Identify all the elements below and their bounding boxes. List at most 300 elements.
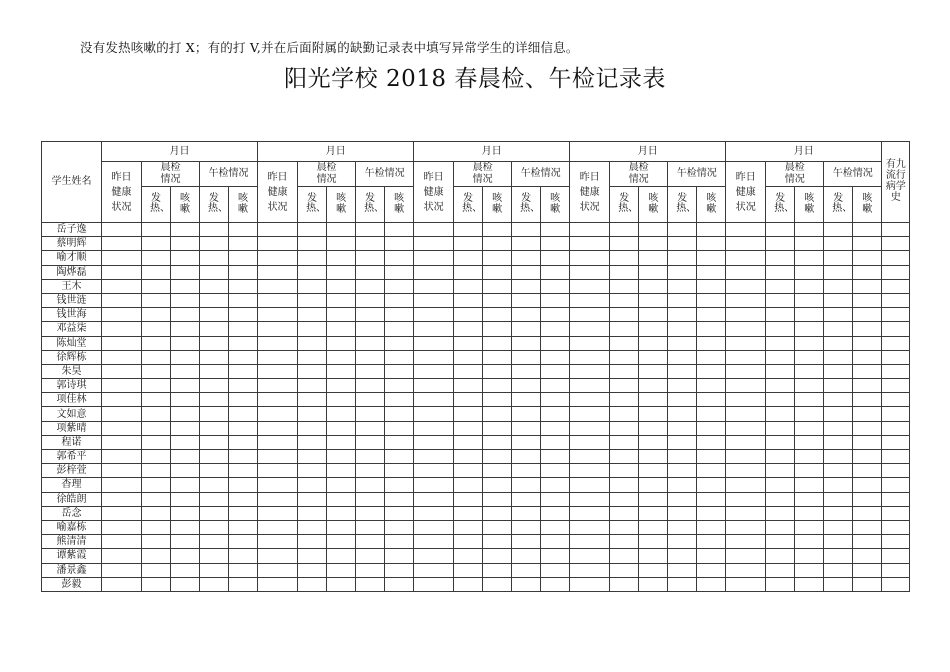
record-cell[interactable] <box>229 549 258 563</box>
record-cell[interactable] <box>200 336 229 350</box>
record-cell[interactable] <box>142 421 171 435</box>
record-cell[interactable] <box>102 237 142 251</box>
record-cell[interactable] <box>570 251 610 265</box>
record-cell[interactable] <box>668 393 697 407</box>
record-cell[interactable] <box>414 492 454 506</box>
record-cell[interactable] <box>356 478 385 492</box>
record-cell[interactable] <box>795 350 824 364</box>
record-cell[interactable] <box>414 478 454 492</box>
record-cell[interactable] <box>824 336 853 350</box>
record-cell[interactable] <box>200 520 229 534</box>
record-cell[interactable] <box>853 265 882 279</box>
record-cell[interactable] <box>258 577 298 591</box>
record-cell[interactable] <box>795 223 824 237</box>
record-cell[interactable] <box>610 379 639 393</box>
record-cell[interactable] <box>512 464 541 478</box>
record-cell[interactable] <box>639 506 668 520</box>
record-cell[interactable] <box>327 393 356 407</box>
record-cell[interactable] <box>171 563 200 577</box>
record-cell[interactable] <box>824 421 853 435</box>
record-cell[interactable] <box>102 293 142 307</box>
record-cell[interactable] <box>610 407 639 421</box>
record-cell[interactable] <box>298 450 327 464</box>
record-cell[interactable] <box>512 379 541 393</box>
record-cell[interactable] <box>668 435 697 449</box>
record-cell[interactable] <box>726 350 766 364</box>
record-cell[interactable] <box>541 506 570 520</box>
record-cell[interactable] <box>414 293 454 307</box>
record-cell[interactable] <box>171 450 200 464</box>
record-cell[interactable] <box>824 435 853 449</box>
record-cell[interactable] <box>142 563 171 577</box>
record-cell[interactable] <box>171 336 200 350</box>
record-cell[interactable] <box>200 251 229 265</box>
record-cell[interactable] <box>766 435 795 449</box>
record-cell[interactable] <box>570 535 610 549</box>
record-cell[interactable] <box>639 251 668 265</box>
record-cell[interactable] <box>610 350 639 364</box>
record-cell[interactable] <box>414 279 454 293</box>
record-cell[interactable] <box>414 549 454 563</box>
record-cell[interactable] <box>766 336 795 350</box>
record-cell[interactable] <box>610 506 639 520</box>
record-cell[interactable] <box>766 478 795 492</box>
record-cell[interactable] <box>541 308 570 322</box>
record-cell[interactable] <box>483 364 512 378</box>
record-cell[interactable] <box>668 364 697 378</box>
record-cell[interactable] <box>853 308 882 322</box>
record-cell[interactable] <box>142 237 171 251</box>
record-cell[interactable] <box>882 308 910 322</box>
record-cell[interactable] <box>766 535 795 549</box>
record-cell[interactable] <box>882 492 910 506</box>
record-cell[interactable] <box>414 407 454 421</box>
record-cell[interactable] <box>171 237 200 251</box>
record-cell[interactable] <box>258 450 298 464</box>
record-cell[interactable] <box>356 336 385 350</box>
record-cell[interactable] <box>541 265 570 279</box>
record-cell[interactable] <box>356 549 385 563</box>
record-cell[interactable] <box>882 506 910 520</box>
record-cell[interactable] <box>766 407 795 421</box>
record-cell[interactable] <box>258 350 298 364</box>
record-cell[interactable] <box>356 506 385 520</box>
record-cell[interactable] <box>882 336 910 350</box>
record-cell[interactable] <box>229 478 258 492</box>
record-cell[interactable] <box>258 308 298 322</box>
record-cell[interactable] <box>200 322 229 336</box>
record-cell[interactable] <box>697 393 726 407</box>
record-cell[interactable] <box>200 223 229 237</box>
record-cell[interactable] <box>200 393 229 407</box>
record-cell[interactable] <box>200 563 229 577</box>
record-cell[interactable] <box>454 265 483 279</box>
record-cell[interactable] <box>454 563 483 577</box>
record-cell[interactable] <box>385 520 414 534</box>
record-cell[interactable] <box>697 450 726 464</box>
record-cell[interactable] <box>570 308 610 322</box>
record-cell[interactable] <box>697 407 726 421</box>
record-cell[interactable] <box>327 492 356 506</box>
record-cell[interactable] <box>483 478 512 492</box>
record-cell[interactable] <box>356 563 385 577</box>
record-cell[interactable] <box>229 506 258 520</box>
record-cell[interactable] <box>766 279 795 293</box>
record-cell[interactable] <box>327 223 356 237</box>
record-cell[interactable] <box>795 336 824 350</box>
record-cell[interactable] <box>483 265 512 279</box>
record-cell[interactable] <box>385 293 414 307</box>
record-cell[interactable] <box>258 520 298 534</box>
record-cell[interactable] <box>258 336 298 350</box>
record-cell[interactable] <box>356 379 385 393</box>
record-cell[interactable] <box>356 450 385 464</box>
record-cell[interactable] <box>795 322 824 336</box>
record-cell[interactable] <box>512 549 541 563</box>
record-cell[interactable] <box>229 364 258 378</box>
record-cell[interactable] <box>570 350 610 364</box>
record-cell[interactable] <box>541 450 570 464</box>
record-cell[interactable] <box>639 435 668 449</box>
record-cell[interactable] <box>298 393 327 407</box>
record-cell[interactable] <box>102 336 142 350</box>
record-cell[interactable] <box>356 577 385 591</box>
record-cell[interactable] <box>795 293 824 307</box>
record-cell[interactable] <box>570 265 610 279</box>
record-cell[interactable] <box>726 435 766 449</box>
record-cell[interactable] <box>824 308 853 322</box>
record-cell[interactable] <box>102 322 142 336</box>
record-cell[interactable] <box>795 265 824 279</box>
record-cell[interactable] <box>483 308 512 322</box>
record-cell[interactable] <box>385 549 414 563</box>
record-cell[interactable] <box>298 492 327 506</box>
record-cell[interactable] <box>766 265 795 279</box>
record-cell[interactable] <box>726 407 766 421</box>
record-cell[interactable] <box>570 577 610 591</box>
record-cell[interactable] <box>639 450 668 464</box>
record-cell[interactable] <box>171 506 200 520</box>
record-cell[interactable] <box>102 379 142 393</box>
record-cell[interactable] <box>385 421 414 435</box>
record-cell[interactable] <box>258 265 298 279</box>
record-cell[interactable] <box>298 421 327 435</box>
record-cell[interactable] <box>142 492 171 506</box>
record-cell[interactable] <box>327 407 356 421</box>
record-cell[interactable] <box>327 464 356 478</box>
record-cell[interactable] <box>171 407 200 421</box>
record-cell[interactable] <box>697 478 726 492</box>
record-cell[interactable] <box>570 421 610 435</box>
record-cell[interactable] <box>258 478 298 492</box>
record-cell[interactable] <box>483 393 512 407</box>
record-cell[interactable] <box>795 421 824 435</box>
record-cell[interactable] <box>766 520 795 534</box>
record-cell[interactable] <box>512 237 541 251</box>
record-cell[interactable] <box>483 279 512 293</box>
record-cell[interactable] <box>882 223 910 237</box>
record-cell[interactable] <box>327 251 356 265</box>
record-cell[interactable] <box>200 293 229 307</box>
record-cell[interactable] <box>541 478 570 492</box>
record-cell[interactable] <box>200 549 229 563</box>
record-cell[interactable] <box>171 223 200 237</box>
record-cell[interactable] <box>824 279 853 293</box>
record-cell[interactable] <box>668 577 697 591</box>
record-cell[interactable] <box>610 450 639 464</box>
record-cell[interactable] <box>541 407 570 421</box>
record-cell[interactable] <box>327 336 356 350</box>
record-cell[interactable] <box>639 293 668 307</box>
record-cell[interactable] <box>298 549 327 563</box>
record-cell[interactable] <box>102 265 142 279</box>
record-cell[interactable] <box>882 322 910 336</box>
record-cell[interactable] <box>483 450 512 464</box>
record-cell[interactable] <box>229 223 258 237</box>
record-cell[interactable] <box>853 393 882 407</box>
record-cell[interactable] <box>142 350 171 364</box>
record-cell[interactable] <box>483 549 512 563</box>
record-cell[interactable] <box>327 421 356 435</box>
record-cell[interactable] <box>766 322 795 336</box>
record-cell[interactable] <box>102 563 142 577</box>
record-cell[interactable] <box>200 435 229 449</box>
record-cell[interactable] <box>171 577 200 591</box>
record-cell[interactable] <box>327 506 356 520</box>
record-cell[interactable] <box>853 549 882 563</box>
record-cell[interactable] <box>824 379 853 393</box>
record-cell[interactable] <box>171 435 200 449</box>
record-cell[interactable] <box>697 265 726 279</box>
record-cell[interactable] <box>200 308 229 322</box>
record-cell[interactable] <box>795 520 824 534</box>
record-cell[interactable] <box>668 506 697 520</box>
record-cell[interactable] <box>356 322 385 336</box>
record-cell[interactable] <box>102 450 142 464</box>
record-cell[interactable] <box>327 563 356 577</box>
record-cell[interactable] <box>541 364 570 378</box>
record-cell[interactable] <box>853 379 882 393</box>
record-cell[interactable] <box>229 251 258 265</box>
record-cell[interactable] <box>200 478 229 492</box>
record-cell[interactable] <box>298 478 327 492</box>
record-cell[interactable] <box>610 435 639 449</box>
record-cell[interactable] <box>200 464 229 478</box>
record-cell[interactable] <box>697 492 726 506</box>
record-cell[interactable] <box>512 421 541 435</box>
record-cell[interactable] <box>610 364 639 378</box>
record-cell[interactable] <box>795 464 824 478</box>
record-cell[interactable] <box>385 308 414 322</box>
record-cell[interactable] <box>414 223 454 237</box>
record-cell[interactable] <box>327 577 356 591</box>
record-cell[interactable] <box>512 336 541 350</box>
record-cell[interactable] <box>610 492 639 506</box>
record-cell[interactable] <box>766 293 795 307</box>
record-cell[interactable] <box>853 223 882 237</box>
record-cell[interactable] <box>639 492 668 506</box>
record-cell[interactable] <box>610 393 639 407</box>
record-cell[interactable] <box>258 407 298 421</box>
record-cell[interactable] <box>853 563 882 577</box>
record-cell[interactable] <box>298 577 327 591</box>
record-cell[interactable] <box>610 563 639 577</box>
record-cell[interactable] <box>454 577 483 591</box>
record-cell[interactable] <box>142 464 171 478</box>
record-cell[interactable] <box>142 450 171 464</box>
record-cell[interactable] <box>327 265 356 279</box>
record-cell[interactable] <box>200 279 229 293</box>
record-cell[interactable] <box>639 577 668 591</box>
record-cell[interactable] <box>668 549 697 563</box>
record-cell[interactable] <box>795 563 824 577</box>
record-cell[interactable] <box>102 549 142 563</box>
record-cell[interactable] <box>541 379 570 393</box>
record-cell[interactable] <box>882 279 910 293</box>
record-cell[interactable] <box>385 364 414 378</box>
record-cell[interactable] <box>668 336 697 350</box>
record-cell[interactable] <box>483 421 512 435</box>
record-cell[interactable] <box>298 293 327 307</box>
record-cell[interactable] <box>483 322 512 336</box>
record-cell[interactable] <box>512 251 541 265</box>
record-cell[interactable] <box>697 279 726 293</box>
record-cell[interactable] <box>639 350 668 364</box>
record-cell[interactable] <box>356 520 385 534</box>
record-cell[interactable] <box>200 492 229 506</box>
record-cell[interactable] <box>853 364 882 378</box>
record-cell[interactable] <box>142 293 171 307</box>
record-cell[interactable] <box>414 506 454 520</box>
record-cell[interactable] <box>327 450 356 464</box>
record-cell[interactable] <box>824 506 853 520</box>
record-cell[interactable] <box>454 520 483 534</box>
record-cell[interactable] <box>258 549 298 563</box>
record-cell[interactable] <box>512 407 541 421</box>
record-cell[interactable] <box>541 563 570 577</box>
record-cell[interactable] <box>853 336 882 350</box>
record-cell[interactable] <box>298 520 327 534</box>
record-cell[interactable] <box>610 549 639 563</box>
record-cell[interactable] <box>356 237 385 251</box>
record-cell[interactable] <box>414 393 454 407</box>
record-cell[interactable] <box>570 223 610 237</box>
record-cell[interactable] <box>200 379 229 393</box>
record-cell[interactable] <box>229 322 258 336</box>
record-cell[interactable] <box>610 237 639 251</box>
record-cell[interactable] <box>570 478 610 492</box>
record-cell[interactable] <box>882 237 910 251</box>
record-cell[interactable] <box>882 450 910 464</box>
record-cell[interactable] <box>258 237 298 251</box>
record-cell[interactable] <box>639 379 668 393</box>
record-cell[interactable] <box>766 421 795 435</box>
record-cell[interactable] <box>414 265 454 279</box>
record-cell[interactable] <box>541 549 570 563</box>
record-cell[interactable] <box>882 563 910 577</box>
record-cell[interactable] <box>541 279 570 293</box>
record-cell[interactable] <box>570 563 610 577</box>
record-cell[interactable] <box>298 379 327 393</box>
record-cell[interactable] <box>229 393 258 407</box>
record-cell[interactable] <box>229 520 258 534</box>
record-cell[interactable] <box>483 535 512 549</box>
record-cell[interactable] <box>102 251 142 265</box>
record-cell[interactable] <box>414 563 454 577</box>
record-cell[interactable] <box>512 322 541 336</box>
record-cell[interactable] <box>853 577 882 591</box>
record-cell[interactable] <box>454 450 483 464</box>
record-cell[interactable] <box>541 577 570 591</box>
record-cell[interactable] <box>853 478 882 492</box>
record-cell[interactable] <box>512 350 541 364</box>
record-cell[interactable] <box>483 336 512 350</box>
record-cell[interactable] <box>639 520 668 534</box>
record-cell[interactable] <box>668 251 697 265</box>
record-cell[interactable] <box>356 293 385 307</box>
record-cell[interactable] <box>454 379 483 393</box>
record-cell[interactable] <box>200 237 229 251</box>
record-cell[interactable] <box>356 492 385 506</box>
record-cell[interactable] <box>726 549 766 563</box>
record-cell[interactable] <box>766 492 795 506</box>
record-cell[interactable] <box>102 506 142 520</box>
record-cell[interactable] <box>512 577 541 591</box>
record-cell[interactable] <box>356 435 385 449</box>
record-cell[interactable] <box>668 379 697 393</box>
record-cell[interactable] <box>610 421 639 435</box>
record-cell[interactable] <box>726 265 766 279</box>
record-cell[interactable] <box>824 322 853 336</box>
record-cell[interactable] <box>258 435 298 449</box>
record-cell[interactable] <box>668 421 697 435</box>
record-cell[interactable] <box>327 478 356 492</box>
record-cell[interactable] <box>454 478 483 492</box>
record-cell[interactable] <box>570 407 610 421</box>
record-cell[interactable] <box>570 435 610 449</box>
record-cell[interactable] <box>454 506 483 520</box>
record-cell[interactable] <box>795 237 824 251</box>
record-cell[interactable] <box>570 237 610 251</box>
record-cell[interactable] <box>454 223 483 237</box>
record-cell[interactable] <box>258 492 298 506</box>
record-cell[interactable] <box>610 308 639 322</box>
record-cell[interactable] <box>541 223 570 237</box>
record-cell[interactable] <box>258 506 298 520</box>
record-cell[interactable] <box>726 379 766 393</box>
record-cell[interactable] <box>668 265 697 279</box>
record-cell[interactable] <box>171 308 200 322</box>
record-cell[interactable] <box>882 577 910 591</box>
record-cell[interactable] <box>385 478 414 492</box>
record-cell[interactable] <box>414 336 454 350</box>
record-cell[interactable] <box>726 478 766 492</box>
record-cell[interactable] <box>726 293 766 307</box>
record-cell[interactable] <box>795 251 824 265</box>
record-cell[interactable] <box>385 350 414 364</box>
record-cell[interactable] <box>795 308 824 322</box>
record-cell[interactable] <box>298 322 327 336</box>
record-cell[interactable] <box>824 464 853 478</box>
record-cell[interactable] <box>483 350 512 364</box>
record-cell[interactable] <box>795 364 824 378</box>
record-cell[interactable] <box>512 506 541 520</box>
record-cell[interactable] <box>610 265 639 279</box>
record-cell[interactable] <box>171 265 200 279</box>
record-cell[interactable] <box>570 393 610 407</box>
record-cell[interactable] <box>171 293 200 307</box>
record-cell[interactable] <box>824 549 853 563</box>
